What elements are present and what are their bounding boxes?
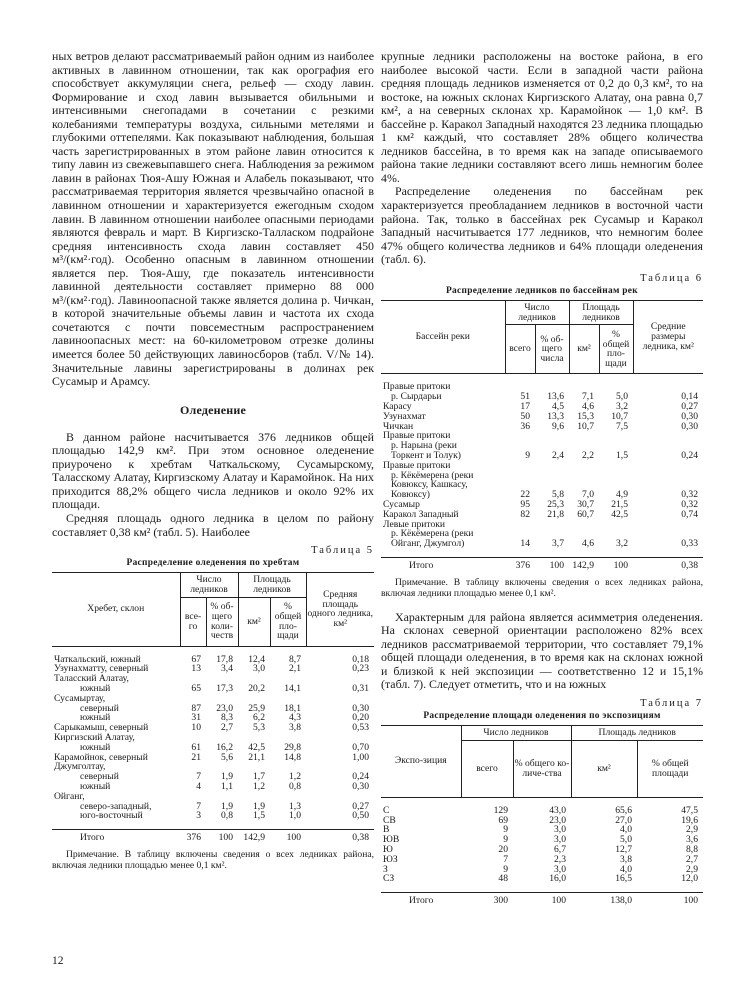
cell-m: 0,27	[352, 800, 369, 812]
cell-cp: 3,0	[554, 863, 566, 875]
cell-m: 0,14	[681, 391, 698, 403]
cell-a: 21,1	[248, 751, 265, 763]
t5-header-pct-area: % общей пло-щади	[270, 597, 306, 646]
table-row	[381, 825, 703, 835]
table-row	[381, 845, 703, 855]
cell-m: 0,30	[681, 420, 698, 432]
cell-cp	[535, 431, 569, 441]
cell-ap: 42,5	[611, 508, 628, 520]
cell-cp: 1,9	[221, 771, 233, 783]
cell-m: 0,30	[352, 702, 369, 714]
t6-header-pct-area: % общей пло-щади	[599, 325, 633, 374]
cell-c: 9	[503, 824, 508, 836]
cell-a: 30,7	[577, 498, 594, 510]
cell-ap: 3,2	[616, 538, 628, 550]
cell-m: 0,31	[352, 683, 369, 695]
row-name: р. Кёкёмерена (реки	[391, 528, 474, 540]
cell-c: 7	[196, 771, 201, 783]
row-name: южный	[80, 712, 111, 724]
table6-note: Примечание. В таблицу включены сведения о всех ледниках района, включая ледники площадью менее 0,1 км².	[381, 576, 703, 599]
row-name: З	[383, 863, 388, 875]
cell-cp: 1,1	[221, 781, 233, 792]
cell-cp	[535, 520, 569, 530]
cell-ap: 2,9	[686, 824, 698, 836]
cell-a	[569, 461, 599, 471]
t7-header-exposure: Экспо-зиция	[381, 725, 461, 797]
row-name: Сарыкамыш, северный	[54, 722, 149, 734]
cell-cp: 2,7	[221, 722, 233, 734]
t5-header-total: все-го	[180, 597, 206, 646]
row-name: южный	[80, 683, 111, 695]
table5	[52, 572, 374, 845]
cell-c: 95	[520, 498, 530, 510]
cell-cp: 25,3	[547, 498, 564, 510]
cell-a: 7,1	[582, 391, 594, 403]
total-cp: 100	[535, 557, 569, 572]
cell-c: 7	[503, 853, 508, 865]
t5-header-pct-count: % об-щего коли-честв	[206, 597, 238, 646]
cell-c	[505, 461, 535, 471]
cell-a	[569, 431, 599, 441]
cell-ap: 1,2	[289, 771, 301, 783]
row-name: северный	[80, 702, 119, 714]
t6-header-count: Число ледников	[505, 300, 569, 325]
cell-ap: 47,5	[681, 804, 698, 816]
cell-a	[569, 471, 599, 481]
cell-cp: 13,6	[547, 391, 564, 403]
cell-cp: 3,4	[221, 663, 233, 675]
cell-a: 4,0	[620, 824, 632, 836]
total-label: Итого	[52, 830, 180, 845]
left-paragraph-2: В данном районе насчитывается 376 ледников общей площадью 142,9 км². При этом основное оледенение приурочено к хребтам Чаткальскому, Сусамырскому, Таласскому Алатау, Киргизскому Алатау и Карамойнок. На них приходится 88,2% общего числа ледников и около 92% их площади.	[52, 429, 374, 512]
cell-ap: 2,1	[289, 663, 301, 675]
total-ap: 100	[637, 893, 703, 908]
t7-header-total: всего	[461, 740, 513, 797]
cell-ap: 0,8	[289, 781, 301, 792]
cell-ap	[599, 461, 633, 471]
cell-c	[180, 762, 206, 772]
cell-cp: 5,6	[221, 751, 233, 763]
cell-m: 0,33	[681, 538, 698, 550]
t6-header-mean: Средние размеры ледника, км²	[633, 300, 703, 374]
table7	[381, 725, 703, 908]
cell-ap: 8,8	[686, 843, 698, 855]
cell-c: 20	[498, 843, 508, 855]
total-a: 142,9	[238, 830, 270, 845]
row-name: Сусамыртау,	[54, 692, 106, 704]
cell-a: 60,7	[577, 508, 594, 520]
cell-a: 16,5	[615, 873, 632, 885]
cell-m: 1,00	[352, 751, 369, 763]
cell-c: 7	[196, 800, 201, 812]
cell-a: 12,7	[615, 843, 632, 855]
row-name: Сусамыр	[383, 498, 420, 510]
cell-m: 0,24	[681, 449, 698, 461]
cell-c: 10	[191, 722, 201, 734]
row-name: Левые притоки	[383, 518, 446, 530]
row-name: юго-восточный	[80, 810, 143, 822]
cell-a: 25,9	[248, 702, 265, 714]
row-name: Правые притоки	[383, 459, 451, 471]
cell-ap: 4,9	[616, 489, 628, 501]
cell-a: 4,0	[620, 863, 632, 875]
t5-header-count: Число ледников	[180, 573, 238, 598]
cell-cp: 3,0	[554, 834, 566, 846]
cell-c	[505, 520, 535, 530]
row-name: С	[383, 804, 390, 816]
cell-c: 3	[196, 810, 201, 822]
table-row	[381, 835, 703, 845]
cell-a: 10,7	[577, 420, 594, 432]
left-column	[52, 50, 374, 871]
cell-a: 1,5	[253, 810, 265, 822]
cell-cp: 8,3	[221, 712, 233, 724]
row-name: Чичкан	[383, 420, 414, 432]
cell-c: 69	[498, 814, 508, 826]
cell-c: 61	[191, 741, 201, 753]
cell-m: 0,23	[352, 663, 369, 675]
total-cp: 100	[513, 893, 571, 908]
cell-c: 13	[191, 663, 201, 675]
cell-cp: 5,8	[552, 489, 564, 501]
cell-ap: 29,8	[284, 741, 301, 753]
row-name: северный	[80, 771, 119, 783]
table-total-row	[381, 893, 703, 908]
t5-header-ridge: Хребет, склон	[52, 573, 180, 647]
cell-c	[505, 431, 535, 441]
cell-cp: 3,0	[554, 824, 566, 836]
total-a: 142,9	[569, 557, 599, 572]
t7-header-km2: км²	[571, 740, 637, 797]
cell-m: 0,30	[681, 410, 698, 422]
cell-c	[505, 441, 535, 451]
cell-c	[180, 792, 206, 802]
table-row	[381, 539, 703, 549]
table7-title: Распределение площади оледенения по экспозициям	[423, 710, 661, 721]
row-name: Киргизский Алатау,	[54, 732, 135, 744]
cell-m: 0,30	[352, 781, 369, 792]
row-name: СЗ	[383, 873, 395, 885]
right-paragraph-1: крупные ледники расположены на востоке района, в его наиболее высокой части. Если в западной части района средняя площадь ледников изменяется от 0,2 до 0,3 км², то на востоке, на южных склонах Киргизского Алатау, она равна 0,7 км², а на северных склонах хр. Карамойнок — 1,0 км². В бассейне р. Каракол Западный находятся 23 ледника площадью 1 км² каждый, что составляет 28% общего количества ледников бассейна, в то время как на западе описываемого района такие ледники составляют всего лишь немногим более 4%.	[381, 49, 703, 185]
cell-m: 0,27	[681, 400, 698, 412]
cell-c: 82	[520, 508, 530, 520]
cell-a: 4,6	[582, 538, 594, 550]
t7-header-pct-count: % общего ко-личе-ства	[513, 740, 571, 797]
cell-ap: 1,0	[289, 810, 301, 822]
total-label: Итого	[381, 893, 461, 908]
cell-c: 129	[493, 804, 508, 816]
total-label: Итого	[381, 557, 505, 572]
cell-c: 9	[503, 863, 508, 875]
cell-ap	[599, 471, 633, 481]
row-name: Каракол Западный	[383, 508, 459, 520]
table-total-row	[52, 830, 374, 845]
cell-ap: 8,7	[289, 653, 301, 665]
cell-ap: 1,5	[616, 449, 628, 461]
cell-c: 50	[520, 410, 530, 422]
table6-title: Распределение ледников по бассейнам рек	[446, 285, 638, 296]
cell-ap: 10,7	[611, 410, 628, 422]
cell-ap: 3,2	[616, 400, 628, 412]
cell-ap: 14,8	[284, 751, 301, 763]
row-name: Джумголтау,	[54, 761, 106, 773]
total-m: 0,38	[633, 557, 703, 572]
cell-cp: 17,8	[216, 653, 233, 665]
cell-c: 48	[498, 873, 508, 885]
cell-c: 21	[191, 751, 201, 763]
total-m: 0,38	[306, 830, 374, 845]
row-name: Правые притоки	[383, 430, 451, 442]
cell-a: 5,3	[253, 722, 265, 734]
cell-a: 3,8	[620, 853, 632, 865]
table-row	[381, 816, 703, 826]
cell-a	[569, 520, 599, 530]
cell-a: 15,3	[577, 410, 594, 422]
row-name: южный	[80, 781, 111, 792]
page-number: 12	[52, 955, 64, 967]
section-heading-glaciation: Оледенение	[179, 402, 247, 417]
cell-m: 0,32	[681, 489, 698, 501]
cell-m	[633, 431, 703, 441]
total-cp: 100	[206, 830, 238, 845]
table5-label: Таблица 5	[311, 545, 374, 557]
cell-cp: 23,0	[549, 814, 566, 826]
cell-ap: 1,3	[289, 800, 301, 812]
table-row	[381, 490, 703, 500]
cell-ap: 4,3	[289, 712, 301, 724]
table5-note: Примечание. В таблицу включены сведения о всех ледниках района, включая ледники площадью менее 0,1 км².	[52, 848, 374, 871]
cell-ap: 3,8	[289, 722, 301, 734]
t6-header-area: Площадь ледников	[569, 300, 633, 325]
row-name: Правые притоки	[383, 381, 451, 393]
cell-cp: 9,6	[552, 420, 564, 432]
right-column	[381, 50, 703, 908]
cell-m: 0,18	[352, 653, 369, 665]
cell-a: 65,6	[615, 804, 632, 816]
cell-cp: 2,3	[554, 853, 566, 865]
cell-m: 0,20	[352, 712, 369, 724]
cell-cp: 16,2	[216, 741, 233, 753]
t5-header-area: Площадь ледников	[238, 573, 306, 598]
row-name: Ойганг, Джумгол)	[391, 538, 465, 550]
row-name: Ковюксу, Кашкасу,	[391, 479, 468, 491]
cell-c: 36	[520, 420, 530, 432]
cell-ap: 7,5	[616, 420, 628, 432]
cell-c: 51	[520, 391, 530, 403]
total-c: 376	[180, 830, 206, 845]
cell-c: 4	[196, 781, 201, 792]
cell-a: 6,2	[253, 712, 265, 724]
table6	[381, 300, 703, 573]
cell-c: 14	[520, 538, 530, 550]
table6-label: Таблица 6	[640, 272, 703, 284]
cell-m: 0,32	[681, 498, 698, 510]
cell-m	[633, 471, 703, 481]
cell-ap	[599, 431, 633, 441]
row-name: р. Сырдарьи	[391, 391, 442, 403]
table-total-row	[381, 557, 703, 572]
cell-ap: 19,6	[681, 814, 698, 826]
cell-c	[505, 471, 535, 481]
t7-header-count: Число ледников	[461, 725, 571, 740]
cell-m: 0,50	[352, 810, 369, 822]
table-row	[381, 402, 703, 412]
table-row	[52, 811, 374, 821]
row-name: Ойганг,	[54, 790, 85, 802]
cell-c: 65	[191, 683, 201, 695]
cell-a: 42,5	[248, 741, 265, 753]
cell-cp: 4,5	[552, 400, 564, 412]
cell-ap	[599, 520, 633, 530]
cell-cp	[535, 461, 569, 471]
t6-header-total: всего	[505, 325, 535, 374]
left-paragraph-3: Средняя площадь одного ледника в целом по району составляет 0,38 км² (табл. 5). Наиболее	[52, 510, 374, 539]
cell-m: 0,70	[352, 741, 369, 753]
cell-cp: 13,3	[547, 410, 564, 422]
cell-a: 20,2	[248, 683, 265, 695]
cell-c: 31	[191, 712, 201, 724]
table7-label: Таблица 7	[640, 697, 703, 709]
row-name: Ковюксу)	[391, 489, 430, 501]
row-name: р. Кёкёмерена (реки	[391, 469, 474, 481]
cell-a: 5,0	[620, 834, 632, 846]
row-name: северо-западный,	[80, 800, 152, 812]
cell-ap: 18,1	[284, 702, 301, 714]
cell-c: 67	[191, 653, 201, 665]
cell-cp: 23,0	[216, 702, 233, 714]
total-c: 300	[461, 893, 513, 908]
cell-c: 87	[191, 702, 201, 714]
cell-ap: 21,5	[611, 498, 628, 510]
cell-a: 7,0	[582, 489, 594, 501]
right-paragraph-2: Распределение оледенения по бассейнам рек характеризуется преобладанием ледников в восточной части района. Так, только в бассейнах рек Сусамыр и Каракол Западный насчитывается 177 ледников, что немногим более 47% общего количества ледников и 64% площади оледенения (табл. 6).	[381, 184, 703, 267]
row-name: Таласский Алатау,	[54, 673, 129, 685]
total-ap: 100	[270, 830, 306, 845]
row-name: СВ	[383, 814, 396, 826]
total-a: 138,0	[571, 893, 637, 908]
table-row	[381, 806, 703, 816]
row-name: ЮВ	[383, 834, 400, 846]
table-row	[381, 855, 703, 865]
cell-cp: 21,8	[547, 508, 564, 520]
cell-cp	[535, 471, 569, 481]
cell-c: 22	[520, 489, 530, 501]
cell-m: 0,74	[681, 508, 698, 520]
cell-m: 0,53	[352, 722, 369, 734]
cell-cp: 1,9	[221, 800, 233, 812]
t6-header-km2: км²	[569, 325, 599, 374]
row-name: Ю	[383, 843, 393, 855]
cell-m	[633, 520, 703, 530]
cell-a: 4,6	[582, 400, 594, 412]
row-name: Торкент и Толук)	[391, 449, 461, 461]
cell-a: 12,4	[248, 653, 265, 665]
cell-a: 1,7	[253, 771, 265, 783]
total-ap: 100	[599, 557, 633, 572]
row-name: Узунахмат	[383, 410, 426, 422]
row-name: Карамойнок, северный	[54, 751, 148, 763]
cell-ap: 12,0	[681, 873, 698, 885]
cell-cp: 2,4	[552, 449, 564, 461]
t6-header-basin: Бассейн реки	[381, 300, 505, 374]
t5-header-km2: км²	[238, 597, 270, 646]
cell-ap: 5,0	[616, 391, 628, 403]
row-name: р. Нарына (реки	[391, 440, 457, 452]
total-c: 376	[505, 557, 535, 572]
cell-cp: 17,3	[216, 683, 233, 695]
cell-cp: 16,0	[549, 873, 566, 885]
table-row	[381, 392, 703, 402]
row-name: Узунахматту, северный	[54, 663, 149, 675]
row-name: ЮЗ	[383, 853, 398, 865]
right-paragraph-3: Характерным для района является асимметрия оледенения. На склонах северной ориентации расположено 82% всех ледников рассматриваемой территории, что составляет 79,1% общей площади оледенения, в то время как на склонах южной и близкой к ней экспозиции — соответственно 12 и 15,1% (табл. 7). Следует отметить, что и на южных	[381, 609, 703, 692]
table-row	[381, 412, 703, 422]
table-row	[381, 874, 703, 884]
cell-ap: 3,6	[686, 834, 698, 846]
cell-m	[633, 461, 703, 471]
cell-ap: 2,9	[686, 863, 698, 875]
row-name: Карасу	[383, 400, 412, 412]
t5-header-mean: Средняя площадь одного ледника, км²	[306, 573, 374, 647]
cell-a: 27,0	[615, 814, 632, 826]
cell-cp: 43,0	[549, 804, 566, 816]
cell-ap: 14,1	[284, 683, 301, 695]
row-name: В	[383, 824, 390, 836]
table-row	[52, 782, 374, 792]
cell-cp: 6,7	[554, 843, 566, 855]
cell-ap: 2,7	[686, 853, 698, 865]
cell-a: 3,0	[253, 663, 265, 675]
cell-a: 2,2	[582, 449, 594, 461]
cell-cp: 0,8	[221, 810, 233, 822]
table-row	[381, 865, 703, 875]
cell-a: 1,9	[253, 800, 265, 812]
t7-header-area: Площадь ледников	[571, 725, 703, 740]
cell-a: 1,2	[253, 781, 265, 792]
left-paragraph-1: ных ветров делают рассматриваемый район одним из наиболее активных в лавинном отношении, так как орография его способствует аккумуляции снега, рельеф — сходу лавин. Формирование и сход лавин вызывается обильными и интенсивными снегопадами в сочетании с резкими колебаниями температуры воздуха, сильными метелями и глубокими оттепелями. Как показывают наблюдения, большая часть зарегистрированных в этом районе лавин относится к типу лавин из свежевыпавшего снега. Наблюдения за режимом лавин в районах Тюя-Ашу Южная и Алабель показывают, что рассматриваемая территория является чрезвычайно опасной в лавинном отношении и характеризуется ежегодным сходом лавин. В лавинном отношении наиболее опасными периодами являются февраль и март. В Киргизско-Талласком подрайоне средняя интенсивность схода лавин составляет 450 м³/(км²·год). Особенно опасным в лавинном отношении является пер. Тюя-Ашу, где показатель интенсивности лавинной деятельности составляет примерно 88 000 м³/(км²·год). Лавиноопасной также является долина р. Чичкан, в которой значительные объемы лавин и частота их схода сочетаются с почти повсеместным распространением лавиноопасных мест: на 60-километровом отрезке долины имеется более 50 действующих лавиносборов (табл. V/№ 14). Значительные лавины зарегистрированы в долинах рек Сусамыр и Арамсу.	[52, 49, 374, 389]
cell-m: 0,24	[352, 771, 369, 783]
cell-c: 17	[520, 400, 530, 412]
t6-header-pct-count: % об-щего числа	[535, 325, 569, 374]
cell-c: 9	[503, 834, 508, 846]
table5-title: Распределение оледенения по хребтам	[126, 558, 300, 569]
cell-c: 9	[525, 449, 530, 461]
t7-header-pct-area: % общей площади	[637, 740, 703, 797]
row-name: южный	[80, 741, 111, 753]
cell-cp: 3,7	[552, 538, 564, 550]
row-name: Чаткальский, южный	[54, 653, 141, 665]
